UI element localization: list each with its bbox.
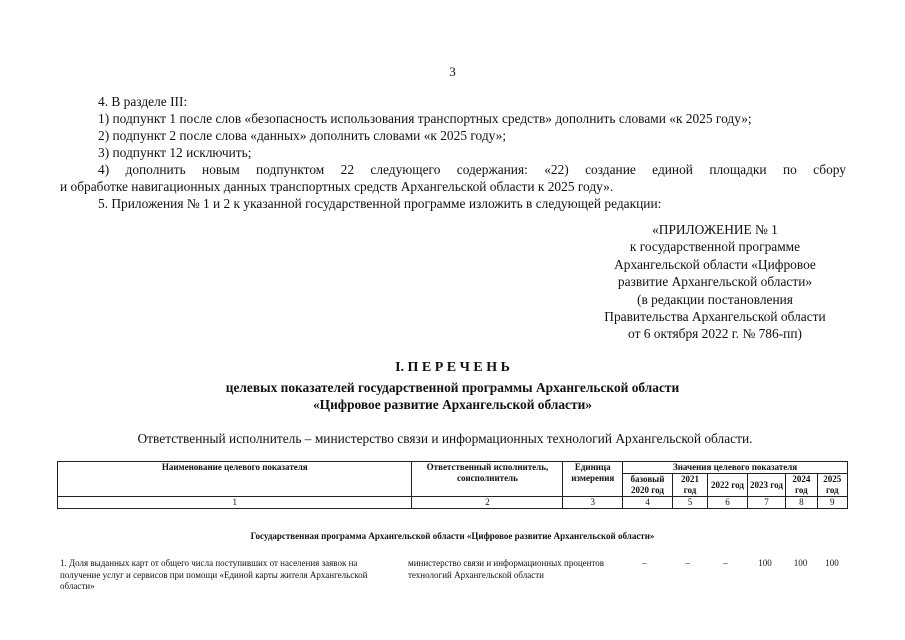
header-values: Значения целевого показателя — [623, 462, 848, 474]
paragraph-item-2: 2) подпункт 2 после слова «данных» дополнить словами «к 2025 году»; — [98, 128, 507, 143]
column-number: 8 — [786, 497, 817, 509]
appendix-line: Архангельской области «Цифровое — [614, 256, 816, 272]
header-unit: Единица измерения — [563, 462, 623, 497]
paragraph-item-4-line-2: и обработке навигационных данных транспортных средств Архангельской области к 2025 году». — [60, 179, 614, 194]
header-year: 2022 год — [708, 474, 748, 497]
row-value: – — [685, 558, 690, 568]
header-executor: Ответственный исполнитель, соисполнитель — [412, 462, 563, 497]
responsible-executor: Ответственный исполнитель – министерство связи и информационных технологий Архангельской области. — [137, 431, 753, 446]
table-header-row — [58, 462, 848, 474]
list-subtitle-line-1: целевых показателей государственной программы Архангельской области — [225, 380, 680, 395]
column-number: 1 — [58, 497, 412, 509]
header-year: 2024 год — [786, 474, 817, 497]
column-number: 9 — [817, 497, 847, 509]
list-subtitle-line-2: «Цифровое развитие Архангельской области» — [312, 397, 592, 412]
row-unit: процентов — [564, 558, 605, 568]
column-number: 3 — [563, 497, 623, 509]
list-title: I. П Е Р Е Ч Е Н Ь — [395, 360, 510, 375]
paragraph-item-4-line-1: 4) дополнить новым подпунктом 22 следующего содержания: «22) создание единой площадки по сбору — [98, 162, 846, 177]
column-number: 5 — [672, 497, 707, 509]
appendix-line: Правительства Архангельской области — [604, 309, 826, 325]
column-number: 4 — [623, 497, 673, 509]
column-number: 7 — [747, 497, 785, 509]
row-executor: министерство связи и информационных технологий Архангельской области — [408, 558, 562, 580]
appendix-line: к государственной программе — [629, 239, 801, 255]
column-number: 6 — [708, 497, 748, 509]
page-number: 3 — [449, 64, 456, 79]
row-value: 100 — [825, 558, 839, 568]
indicators-table — [57, 461, 848, 509]
table-section-title: Государственная программа Архангельской области «Цифровое развитие Архангельской области» — [250, 531, 655, 541]
appendix-line: «ПРИЛОЖЕНИЕ № 1 — [652, 222, 778, 237]
column-number: 2 — [412, 497, 563, 509]
row-value: – — [723, 558, 728, 568]
appendix-line: от 6 октября 2022 г. № 786-пп) — [628, 326, 802, 342]
paragraph-item-1: 1) подпункт 1 после слов «безопасность использования транспортных средств» дополнить словами «к 2025 году»; — [98, 111, 752, 126]
row-indicator-name: 1. Доля выданных карт от общего числа поступивших от населения заявок на получение услуг и сервисов при помощи «Единой карты жителя Архангельской области» — [60, 558, 368, 591]
header-name: Наименование целевого показателя — [58, 462, 412, 497]
table-column-numbers-row — [58, 497, 848, 509]
header-year: 2025 год — [817, 474, 847, 497]
paragraph-section-3: 4. В разделе III: — [98, 94, 188, 109]
header-year: базовый 2020 год — [623, 474, 673, 497]
paragraph-item-3: 3) подпункт 12 исключить; — [98, 145, 252, 160]
appendix-line: развитие Архангельской области» — [617, 274, 813, 290]
appendix-header — [580, 221, 850, 343]
header-year: 2023 год — [747, 474, 785, 497]
appendix-line: (в редакции постановления — [637, 291, 793, 307]
row-value: 100 — [758, 558, 772, 568]
paragraph-appendices: 5. Приложения № 1 и 2 к указанной государственной программе изложить в следующей редакции: — [98, 196, 662, 211]
row-value: 100 — [793, 558, 808, 568]
row-value: – — [642, 558, 647, 568]
header-year: 2021 год — [672, 474, 707, 497]
